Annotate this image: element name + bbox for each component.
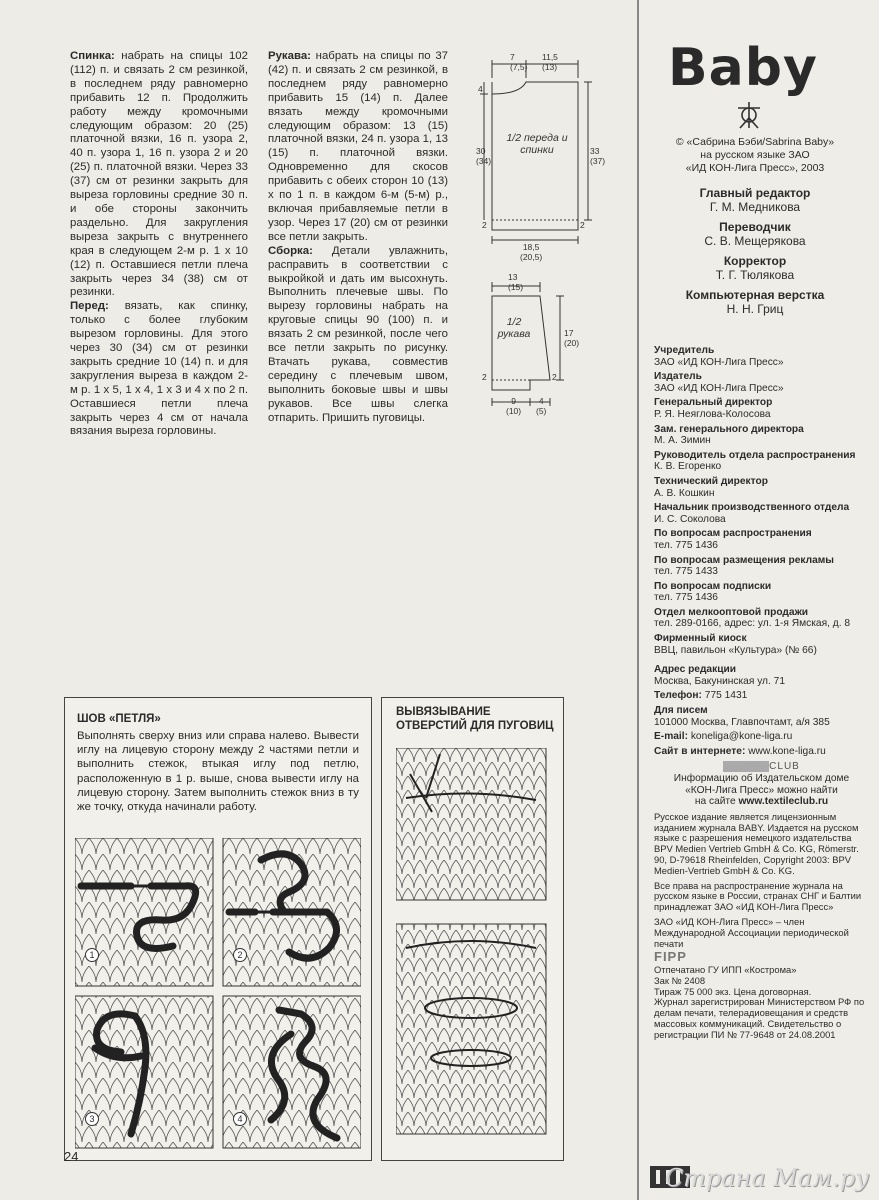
imprint-value: тел. 775 1436 (654, 592, 718, 604)
publisher-emblem-icon (734, 100, 764, 130)
imprint-heading: Учредитель (654, 345, 715, 356)
imprint-value: К. В. Егоренко (654, 461, 722, 473)
loop-stitch-illustrations (75, 838, 361, 1150)
dim-right-height: 33 (37) (590, 146, 606, 166)
copyright-block: © «Сабрина Бэби/Sabrina Baby» на русском языке ЗАО «ИД КОН-Лига Пресс», 2003 (675, 136, 835, 174)
staff-name: Н. Н. Гриц (726, 302, 784, 316)
imprint-heading: Издатель (654, 371, 702, 383)
loop-stitch-title: ШОВ «ПЕТЛЯ» (77, 713, 161, 725)
club-website[interactable]: www.textileclub.ru (738, 796, 829, 808)
step-number: 2 (233, 948, 247, 962)
site-watermark: Страна Мам.ру (664, 1164, 869, 1192)
imprint-value: ВВЦ, павильон «Культура» (№ 66) (654, 644, 817, 656)
section-body-sleeves: набрать на спицы по 37 (42) п. и связать 2 см резинкой, в последнем ряду равномерно прибавить 15 (14) п. Далее вязать между кромочными следующим образом: 13 (15) платочной вязки, 24 п. узора 1, 13 (15) п. платочной вязки. Одновременно для скосов прибавить с обеих сторон 10 (13) х по 1 п. в каждом 6-м (5-м) р., включая прибавляемые петли в узор. Через 17 (20) см от резинки все петли закрыть. (268, 50, 448, 243)
sleeve-piece-label: 1/2 рукава (497, 316, 531, 340)
license-text: Русское издание является лицензионным изданием журнала BABY. Издается на русском языке с разрешения немецкого издательства BPV Medien Vertrieb GmbH & Co. KG, Römerstr. 90, D-79618 Rheinfelden, Copyright 2003: BPV Medien-Vertrieb GmbH & Co. KG. (654, 810, 859, 876)
order-number: Зак № 2408 (654, 974, 706, 986)
section-head-sleeves: Рукава: (268, 50, 311, 62)
dim-rib-right: 2 (580, 220, 585, 230)
magazine-logo: Baby (668, 38, 818, 98)
section-head-back: Спинка: (70, 50, 115, 62)
dim-neck-depth: 4 (478, 84, 483, 94)
buttonhole-title: ВЫВЯЗЫВАНИЕ ОТВЕРСТИЙ ДЛЯ ПУГОВИЦ (396, 706, 554, 732)
imprint-heading: Руководитель отдела распространения (654, 449, 856, 461)
print-run: Тираж 75 000 экз. Цена договорная. (654, 985, 812, 997)
section-body-front: вязать, как спинку, только с более глубоким вырезом горловины. Для этого через 30 (34) см от резинки закрыть средние 10 (14) п. и для закругления выреза в каждом 2-м р. 1 х 5, 1 х 4, 1 х 3 и 4 х по 2 п. Оставшиеся петли плеча закрыть через 4 см от начала вязания выреза горловины. (70, 300, 248, 438)
buttonhole-illustrations (396, 748, 550, 1148)
step-number: 4 (233, 1112, 247, 1126)
dim-sleeve-bottom-b: 4 (5) (536, 396, 547, 416)
imprint-value: тел. 775 1436 (654, 539, 718, 551)
rights-text: Все права на распространение журнала на русском языке в России, странах СНГ и Балтии принадлежат ЗАО «ИД КОН-Лига Пресс» (654, 879, 862, 913)
imprint-value: ЗАО «ИД КОН-Лига Пресс» (654, 382, 784, 394)
staff-role: Корректор (723, 254, 787, 268)
phone-heading: Телефон: (654, 690, 702, 702)
staff-role: Главный редактор (699, 186, 811, 200)
phone-value: 775 1431 (704, 690, 748, 702)
step-number: 3 (85, 1112, 99, 1126)
dim-sleeve-top: 13 (15) (508, 272, 524, 292)
pattern-drawing (478, 50, 608, 420)
fipp-logo: FIPP (654, 949, 687, 965)
dim-sleeve-height: 17 (20) (564, 328, 580, 348)
imprint-heading: Фирменный киоск (654, 633, 747, 645)
loop-stitch-box (64, 697, 372, 1161)
website-heading: Сайт в интернете: (654, 745, 746, 757)
imprint-value: тел. 289-0166, адрес: ул. 1-я Ямская, д. 8 (654, 618, 851, 630)
body-piece-label: 1/2 переда и спинки (506, 132, 568, 156)
pattern-schematic (478, 50, 608, 420)
dim-rib-left: 2 (482, 220, 487, 230)
letters-value: 101000 Москва, Главпочтамт, а/я 385 (654, 716, 830, 728)
imprint-value: М. А. Зимин (654, 435, 711, 447)
imprint-heading: Генеральный директор (654, 397, 773, 409)
step-number: 1 (85, 948, 99, 962)
editorial-staff (650, 186, 860, 322)
section-body-back: набрать на спицы 102 (112) п. и связать 2 см резинкой, в последнем ряду равномерно прибавить 12 п. Продолжить работу между кромочными следующим образом: 20 (25) платочной вязки, 16 п. узора 2, 40 п. узора 1, 16 п. узора 2 и 20 (25) п. платочной вязки. Через 33 (37) см от резинки закрыть для выреза горловины средние 30 п. и обе стороны закончить раздельно. Для закругления выреза закрыть с внутреннего края в следующем 2-м р. 1 х 10 (12) п. Оставшиеся петли плеча закрыть через 34 (38) см от резинки. (70, 50, 248, 299)
textile-club-logo: XXXXXXCLUB (723, 761, 800, 773)
imprint-heading: Отдел мелкооптовой продажи (654, 606, 809, 618)
dim-sleeve-rib-left: 2 (482, 372, 487, 382)
fipp-member-text: ЗАО «ИД КОН-Лига Пресс» – член Международной Ассоциации периодической печати (654, 915, 849, 949)
imprint-value: А. В. Кошкин (654, 487, 715, 499)
buttonhole-box (381, 697, 564, 1161)
dim-sleeve-rib-right: 2 (552, 372, 557, 382)
dim-bottom-width: 18,5 (20,5) (520, 242, 543, 262)
section-head-front: Перед: (70, 300, 109, 313)
website-value[interactable]: www.kone-liga.ru (748, 745, 826, 757)
instructions-column-left (70, 50, 248, 439)
imprint-block (654, 345, 869, 1041)
imprint-heading: Технический директор (654, 475, 768, 487)
staff-name: С. В. Мещерякова (704, 234, 806, 248)
email-heading: E-mail: (654, 731, 688, 743)
staff-name: Г. М. Медникова (709, 200, 801, 214)
address-value: Москва, Бакунинская ул. 71 (654, 675, 785, 687)
imprint-value: И. С. Соколова (654, 513, 726, 525)
staff-name: Т. Г. Тюлякова (715, 268, 795, 282)
imprint-value: Р. Я. Неяглова-Колосова (654, 408, 771, 420)
page-number: 24 (64, 1149, 79, 1164)
imprint-value: тел. 775 1433 (654, 566, 718, 578)
instructions-column-middle (268, 50, 448, 425)
imprint-heading: По вопросам распространения (654, 528, 812, 540)
letters-heading: Для писем (654, 705, 708, 717)
address-heading: Адрес редакции (654, 664, 736, 676)
loop-stitch-text: Выполнять сверху вниз или справа налево. Вывести иглу на лицевую сторону между 2 частями петли и выполнить стежок, втыкая иглу под петлю, расположенную в 1 р. выше, снова вывести иглу на лицевую сторону. Затем выполнить стежок вниз в ту же точку, откуда начинали работу. (77, 730, 359, 814)
printed-by: Отпечатано ГУ ИПП «Кострома» (654, 963, 797, 975)
imprint-heading: Зам. генерального директора (654, 423, 804, 435)
imprint-heading: Начальник производственного отдела (654, 502, 850, 514)
dim-top-b: 11,5 (13) (542, 52, 558, 72)
staff-role: Переводчик (719, 220, 791, 234)
section-body-assembly: Детали увлажнить, расправить в соответствии с выкройкой и дать им высохнуть. Выполнить плечевые швы. По вырезу горловины набрать на круговые спицы 90 (100) п. и вязать 2 см резинкой, после чего все петли закрыть по рисунку. Втачать рукава, совместив середину с плечевым швом, выполнить боковые швы и швы рукавов. Все швы слегка отпарить. Пришить пуговицы. (268, 244, 449, 424)
imprint-heading: По вопросам размещения рекламы (654, 554, 834, 566)
section-head-assembly: Сборка: (268, 244, 313, 257)
dim-top-a: 7 (7,5) (510, 52, 528, 72)
imprint-heading: По вопросам подписки (654, 580, 772, 592)
imprint-value: ЗАО «ИД КОН-Лига Пресс» (654, 356, 784, 368)
dim-sleeve-bottom-a: 9 (10) (506, 396, 522, 416)
club-info: Информацию об Издательском доме «КОН-Лига Пресс» можно найти на сайте www.textileclub.ru (673, 773, 850, 808)
registration-text: Журнал зарегистрирован Министерством РФ по делам печати, телерадиовещания и средств массовых коммуникаций. Свидетельство о регистрации ПИ № 77-9648 от 24.08.2001 (654, 996, 865, 1040)
dim-left-height: 30 (34) (476, 146, 492, 166)
email-value[interactable]: koneliga@kone-liga.ru (690, 731, 793, 743)
staff-role: Компьютерная верстка (685, 288, 825, 302)
